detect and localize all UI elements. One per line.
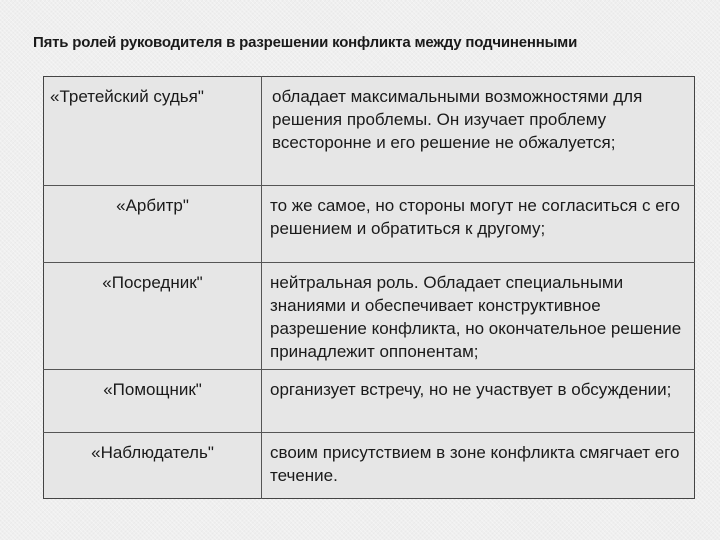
role-name: «Посредник" xyxy=(44,263,262,370)
table-row xyxy=(44,186,695,263)
role-name: «Арбитр" xyxy=(44,186,262,263)
roles-table xyxy=(43,76,695,499)
role-description: обладает максимальными возможностями для решения проблемы. Он изучает проблему всесторонне и его решение не обжалуется; xyxy=(272,87,643,152)
role-name: «Третейский судья" xyxy=(44,77,262,186)
table-row xyxy=(44,77,695,186)
role-name: «Наблюдатель" xyxy=(44,433,262,499)
role-description: организует встречу, но не участвует в обсуждении; xyxy=(262,370,695,433)
table-row xyxy=(44,433,695,499)
role-description: своим присутствием в зоне конфликта смягчает его течение. xyxy=(262,433,695,499)
table-row xyxy=(44,263,695,370)
slide-title: Пять ролей руководителя в разрешении конфликта между подчиненными xyxy=(33,34,578,51)
role-name: «Помощник" xyxy=(44,370,262,433)
role-description: нейтральная роль. Обладает специальными знаниями и обеспечивает конструктивное разрешение конфликта, но окончательное решение принадлежит оппонентам; xyxy=(262,263,695,370)
table-row xyxy=(44,370,695,433)
role-description: то же самое, но стороны могут не согласиться с его решением и обратиться к другому; xyxy=(262,186,695,263)
